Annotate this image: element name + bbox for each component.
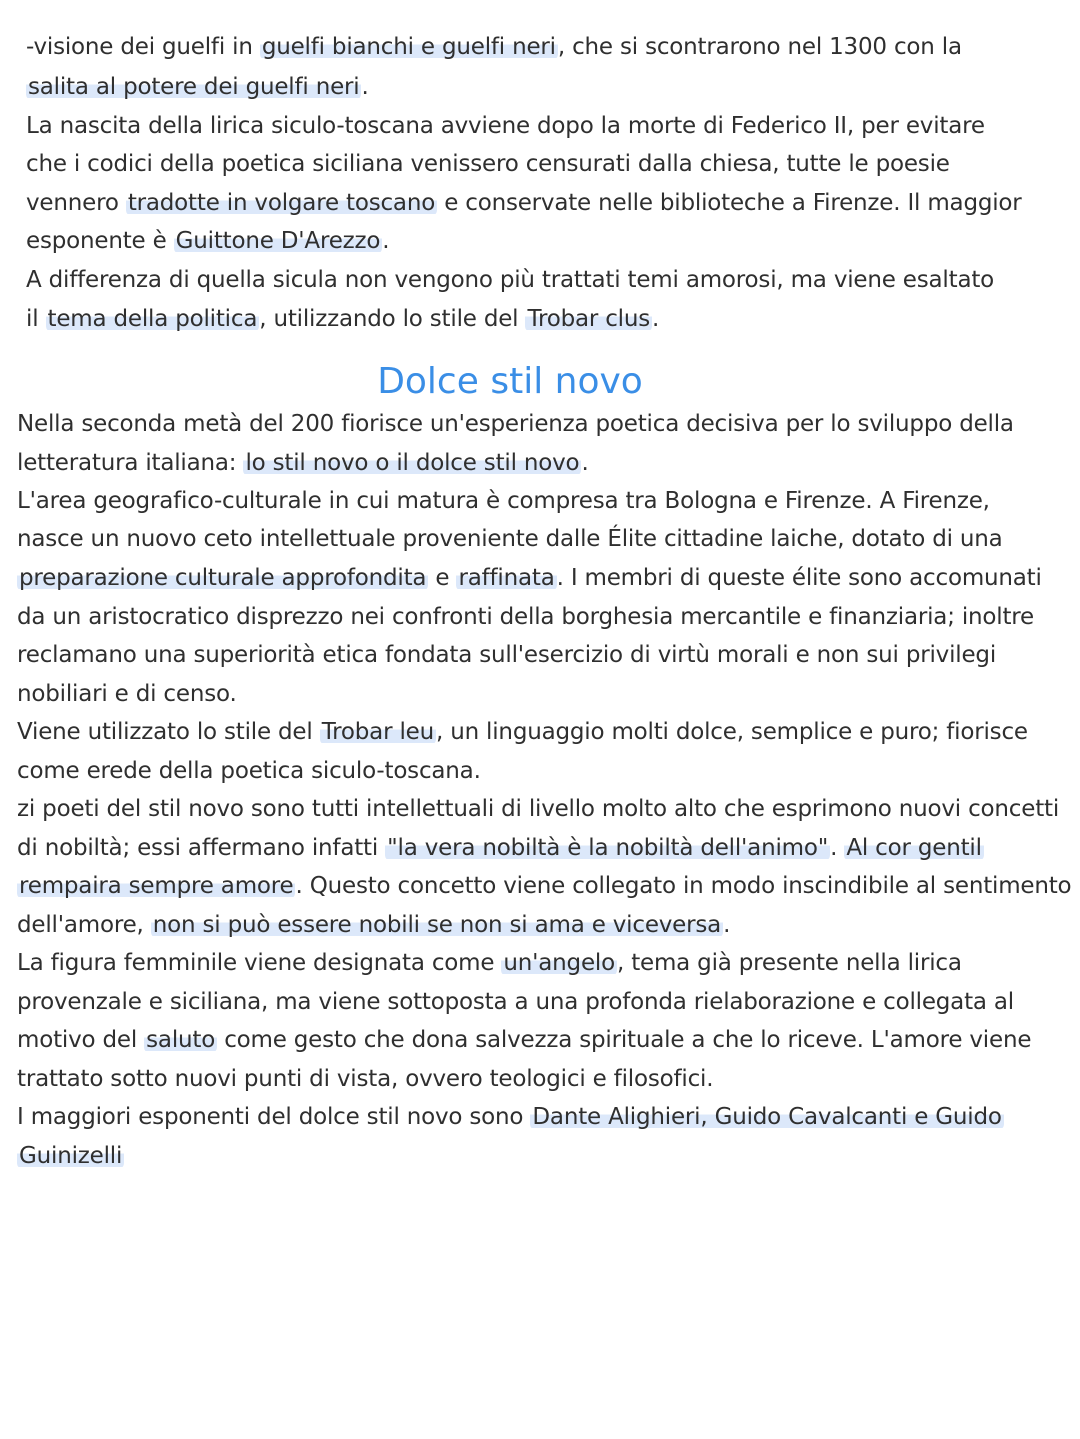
- text-line: zi poeti del stil novo sono tutti intellettuali di livello molto alto che esprimono nuovi concetti: [17, 796, 1060, 822]
- text-line: [17, 1141, 124, 1171]
- text-run: motivo del: [17, 1027, 145, 1053]
- text-line: [17, 1025, 1031, 1055]
- text-line: nasce un nuovo ceto intellettuale proveniente dalle Élite cittadine laiche, dotato di una: [17, 526, 1003, 552]
- highlighted-text: Al cor gentil: [846, 835, 982, 861]
- text-run: vennero: [26, 190, 126, 216]
- text-line: come erede della poetica siculo-toscana.: [17, 758, 481, 784]
- text-line: A differenza di quella sicula non vengono più trattati temi amorosi, ma viene esaltato: [26, 267, 995, 293]
- highlighted-text: guelfi bianchi e guelfi neri: [261, 34, 556, 60]
- text-line: Nella seconda metà del 200 fiorisce un'esperienza poetica decisiva per lo sviluppo della: [17, 411, 1014, 437]
- text-run: dell'amore,: [17, 912, 151, 938]
- text-run: letteratura italiana:: [17, 450, 244, 476]
- text-run: La figura femminile viene designata come: [17, 950, 502, 976]
- highlighted-text: Guittone D'Arezzo: [175, 228, 381, 254]
- highlighted-text: tema della politica: [47, 306, 258, 332]
- highlighted-text: non si può essere nobili se non si ama e viceversa: [152, 912, 722, 938]
- text-run: . I membri di queste élite sono accomunati: [556, 565, 1042, 591]
- text-run: Viene utilizzato lo stile del: [17, 719, 320, 745]
- text-line: [26, 188, 1022, 218]
- text-run: di nobiltà; essi affermano infatti: [17, 835, 386, 861]
- highlighted-text: preparazione culturale approfondita: [19, 565, 427, 591]
- text-line: [26, 226, 389, 256]
- text-line: che i codici della poetica siciliana venissero censurati dalla chiesa, tutte le poesie: [26, 151, 950, 177]
- text-line: [17, 833, 984, 863]
- highlighted-text: Trobar leu: [321, 719, 434, 745]
- text-run: e: [428, 565, 457, 591]
- text-run: .: [652, 306, 660, 332]
- highlighted-text: Guinizelli: [19, 1143, 123, 1169]
- text-line: [17, 448, 589, 478]
- text-line: [17, 563, 1042, 593]
- highlighted-text: "la vera nobiltà è la nobiltà dell'animo": [387, 835, 829, 861]
- text-run: come gesto che dona salvezza spirituale a che lo riceve. L'amore viene: [217, 1027, 1032, 1053]
- text-line: [17, 871, 1071, 901]
- text-line: [26, 32, 962, 62]
- highlighted-text: tradotte in volgare toscano: [127, 190, 436, 216]
- text-run: . Questo concetto viene collegato in modo inscindibile al sentimento: [295, 873, 1072, 899]
- text-run: .: [830, 835, 845, 861]
- text-line: [26, 304, 659, 334]
- text-run: .: [581, 450, 589, 476]
- highlighted-text: lo stil novo o il dolce stil novo: [245, 450, 580, 476]
- text-line: La nascita della lirica siculo-toscana avviene dopo la morte di Federico II, per evitare: [26, 113, 985, 139]
- text-run: , che si scontrarono nel 1300 con la: [557, 34, 962, 60]
- text-line: [17, 1102, 1004, 1132]
- text-run: , utilizzando lo stile del: [259, 306, 526, 332]
- text-line: da un aristocratico disprezzo nei confronti della borghesia mercantile e finanziaria; inoltre: [17, 604, 1035, 630]
- text-run: esponente è: [26, 228, 174, 254]
- text-line: trattato sotto nuovi punti di vista, ovvero teologici e filosofici.: [17, 1066, 714, 1092]
- text-line: L'area geografico-culturale in cui matura è compresa tra Bologna e Firenze. A Firenze,: [17, 488, 990, 514]
- text-run: .: [382, 228, 390, 254]
- text-run: il: [26, 306, 46, 332]
- highlighted-text: salita al potere dei guelfi neri: [28, 74, 360, 100]
- text-run: .: [361, 74, 369, 100]
- section-heading: Dolce stil novo: [377, 361, 643, 402]
- text-run: , tema già presente nella lirica: [616, 950, 962, 976]
- highlighted-text: rempaira sempre amore: [19, 873, 294, 899]
- text-run: e conservate nelle biblioteche a Firenze. Il maggior: [437, 190, 1022, 216]
- highlighted-text: un'angelo: [503, 950, 615, 976]
- highlighted-text: Trobar clus: [527, 306, 651, 332]
- text-run: -visione dei guelfi in: [26, 34, 260, 60]
- highlighted-text: raffinata: [458, 565, 555, 591]
- text-line: provenzale e siciliana, ma viene sottoposta a una profonda rielaborazione e collegata al: [17, 989, 1014, 1015]
- text-line: [17, 717, 1028, 747]
- text-line: [17, 910, 730, 940]
- highlighted-text: saluto: [146, 1027, 216, 1053]
- text-run: I maggiori esponenti del dolce stil novo sono: [17, 1104, 531, 1130]
- text-line: reclamano una superiorità etica fondata sull'esercizio di virtù morali e non sui privilegi: [17, 642, 997, 668]
- text-line: [26, 72, 369, 102]
- highlighted-text: Dante Alighieri, Guido Cavalcanti e Guido: [532, 1104, 1002, 1130]
- text-run: .: [723, 912, 731, 938]
- text-line: [17, 948, 962, 978]
- text-line: nobiliari e di censo.: [17, 681, 237, 707]
- text-run: , un linguaggio molti dolce, semplice e puro; fiorisce: [435, 719, 1028, 745]
